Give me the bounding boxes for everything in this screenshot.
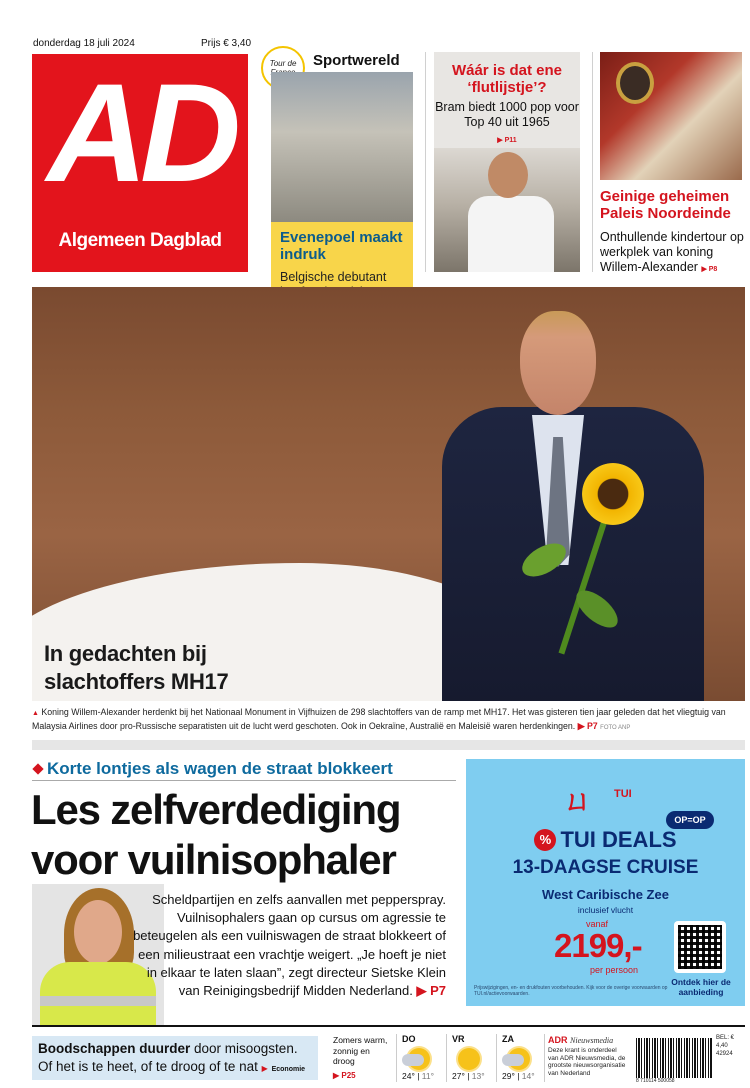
- tui-advertisement[interactable]: [466, 759, 745, 1006]
- ad-fineprint: Prijswijzigingen, en- en drukfouten voorbehouden. Kijk voor de overige voorwaarden op TUI.nl/actievoorwaarden.: [474, 985, 668, 997]
- teaser-palace[interactable]: [596, 52, 746, 272]
- teaser-top40[interactable]: [428, 52, 588, 272]
- page-reference: ▶ P7: [416, 983, 446, 999]
- inclusive-note: inclusief vlucht: [577, 905, 634, 915]
- weather-day-friday: VR 27° | 13°: [452, 1034, 485, 1081]
- column-divider: [425, 52, 426, 272]
- per-person-label: per persoon: [590, 965, 639, 975]
- photo-figure: [468, 196, 554, 272]
- column-divider: [592, 52, 593, 272]
- masthead-logo[interactable]: [32, 54, 248, 272]
- barcode: 8 710114 500058 BEL: € 4,40 42924: [636, 1034, 746, 1084]
- section-divider: [32, 740, 745, 750]
- kicker-rule: [32, 780, 456, 781]
- teaser-boodschappen[interactable]: Boodschappen duurder door misoogsten. Of het is te heet, of te droog of te nat ▶ Economie: [32, 1036, 318, 1080]
- weather-divider: [496, 1034, 497, 1082]
- photo-face: [488, 152, 528, 198]
- percent-icon: %: [534, 829, 556, 851]
- barcode-bars-icon: [636, 1038, 712, 1078]
- weather-divider: [446, 1034, 447, 1082]
- photo-figure-head: [520, 311, 596, 415]
- teaser-headline: Wáár is dat ene ‘flutlijstje’?: [451, 62, 563, 96]
- caption-arrow-icon: ▲: [32, 710, 39, 717]
- page-reference: ▶ P25: [333, 1070, 356, 1080]
- sunflower-icon: [582, 463, 644, 525]
- price-from-label: vanaf: [586, 919, 609, 929]
- cloud-icon: [502, 1054, 524, 1066]
- weather-day-thursday: DO 24° | 11°: [402, 1034, 435, 1081]
- cruise-heading: 13-DAAGSE CRUISE: [512, 857, 699, 878]
- teaser-headline: Evenepoel maakt indruk: [280, 229, 403, 263]
- sun-icon: [458, 1048, 480, 1070]
- cloud-icon: [402, 1054, 424, 1066]
- weather-divider: [396, 1034, 397, 1082]
- lead-body-text: Scheldpartijen en zelfs aanvallen met pepperspray. Vuilnisophalers gaan op cursus om agressie te beteugelen als een vuilniswagen de straat blokkeert of een milieustraat een vrachtje weigert. „Je hoeft je niet in elkaar te laten slaan”, zegt directeur Sietske Klein van Reinigingsbedrijf Midden Nederland. ▶ P7: [133, 892, 446, 999]
- adr-nieuwsmedia-box: ADR Nieuwsmedia Deze krant is onderdeel van ADR Nieuwsmedia, de grootste nieuwsorganisatie van Nederland: [548, 1035, 628, 1077]
- teaser-headline: Geinige geheimen Paleis Noordeinde: [600, 188, 731, 222]
- cover-price: Prijs € 3,40: [201, 38, 252, 49]
- teaser-body: Onthullende kindertour op werkplek van koning Willem-Alexander ▶ P8: [600, 230, 744, 274]
- cyclist-photo: [271, 72, 413, 222]
- ad-price: 2199,-: [554, 927, 642, 964]
- teaser-body: Bram biedt 1000 pop voor Top 40 uit 1965: [435, 100, 579, 129]
- weather-day-saturday: ZA 29° | 14°: [502, 1034, 535, 1081]
- page-reference: ▶ P7: [577, 721, 598, 731]
- destination: West Caribische Zee: [542, 887, 669, 902]
- main-headline[interactable]: In gedachten bij slachtoffers MH17: [44, 641, 229, 694]
- page-reference: ▶ P8: [701, 266, 718, 273]
- deals-heading: % TUI DEALS: [466, 827, 745, 853]
- kicker-marker-icon: [32, 763, 43, 774]
- logo-letters: AD: [46, 54, 234, 211]
- photo-caption: ▲ Koning Willem-Alexander herdenkt bij het Nationaal Monument in Vijfhuizen de 298 slachtoffers van de ramp met MH17. Het was gisteren tien jaar geleden dat het vliegtuig van Malaysia Airlines door pro-Russische separatisten uit de lucht werd geschoten. Ook in Oekraïne, Australië en Maleisië waren herdenkingen. ▶ P7 FOTO ANP: [32, 707, 726, 731]
- page-reference: ▶ P11: [497, 137, 517, 144]
- photo-credit: FOTO ANP: [600, 725, 631, 731]
- section-label: Economie: [271, 1066, 306, 1073]
- ad-cta[interactable]: Ontdek hier de aanbieding: [671, 977, 731, 997]
- bottom-rule: [32, 1025, 745, 1027]
- portrait-face: [74, 900, 122, 964]
- op-op-badge: OP=OP: [666, 811, 714, 829]
- logo-name: Algemeen Dagblad: [58, 230, 222, 251]
- photo-mirror: [616, 62, 654, 104]
- teaser-body: Belgische debutant: [280, 270, 387, 284]
- tour-de-france-logo-icon: Tour de: [261, 46, 305, 90]
- main-photo-king-sunflower[interactable]: [32, 287, 745, 701]
- teaser-category: Sportwereld: [313, 52, 400, 69]
- adr-logo: ADR Nieuwsmedia: [548, 1035, 614, 1045]
- lead-headline[interactable]: Les zelfverdediging voor vuilnisophaler: [31, 786, 401, 883]
- weather-summary[interactable]: Zomers warm, zonnig en droog ▶ P25: [333, 1035, 393, 1081]
- lead-kicker[interactable]: Korte lontjes als wagen de straat blokkeert: [33, 759, 393, 779]
- qr-code-icon[interactable]: [674, 921, 726, 973]
- section-marker-icon: ▶: [261, 1064, 268, 1073]
- tui-brand: TUI: [614, 788, 632, 800]
- tui-smile-logo-icon: ㄩ: [564, 785, 595, 816]
- weather-divider: [544, 1034, 545, 1082]
- teaser-sport[interactable]: [259, 52, 420, 284]
- edition-date: donderdag 18 juli 2024: [33, 38, 135, 49]
